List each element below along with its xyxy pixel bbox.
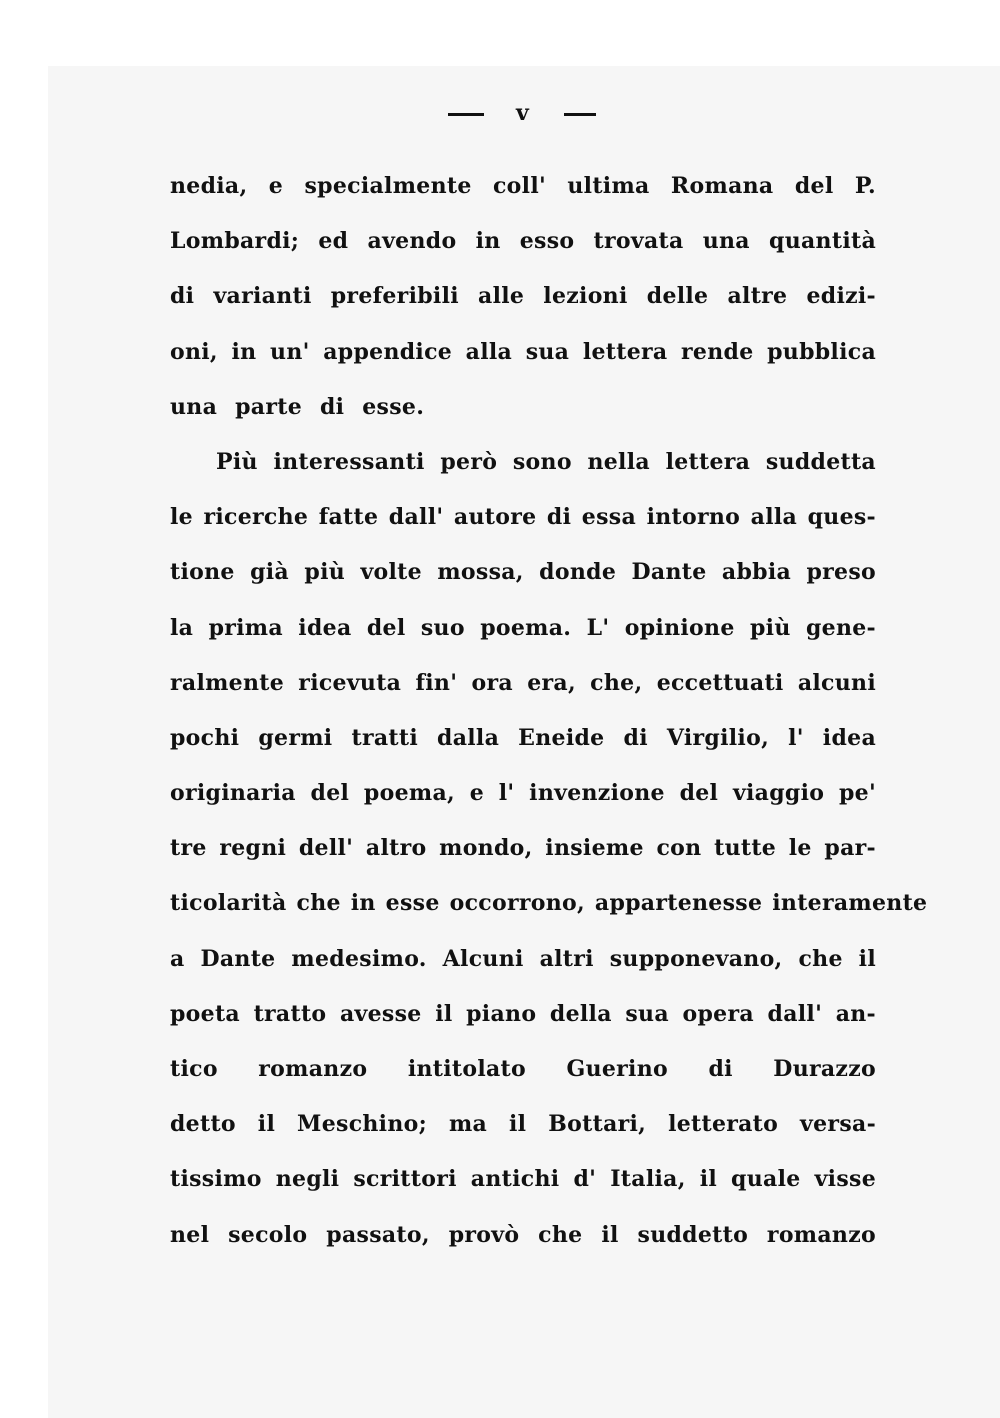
text-line: tissimo negli scrittori antichi d' Italia, il quale visse [170, 1166, 876, 1193]
text-line: pochi germi tratti dalla Eneide di Virgilio, l' idea [170, 724, 876, 751]
page-number: v [516, 100, 529, 126]
text-line: ticolarità che in esse occorrono, appartenesse interamente [170, 890, 928, 917]
text-line: tione già più volte mossa, donde Dante abbia preso [170, 559, 876, 586]
body-text [170, 164, 928, 1268]
text-line: tico romanzo intitolato Guerino di Durazzo [170, 1056, 876, 1082]
text-line: le ricerche fatte dall' autore di essa intorno alla ques- [170, 504, 876, 531]
text-line: ralmente ricevuta fin' ora era, che, eccettuati alcuni [170, 669, 876, 696]
paragraph-first-line: Più interessanti però sono nella lettera suddetta [216, 448, 876, 475]
text-line: poeta tratto avesse il piano della sua opera dall' an- [170, 1000, 876, 1027]
text-line: oni, in un' appendice alla sua lettera rende pubblica [170, 338, 876, 365]
header-dash-left [448, 113, 484, 116]
text-line: originaria del poema, e l' invenzione del viaggio pe' [170, 780, 876, 807]
header-dash-right [564, 113, 596, 116]
text-line: nel secolo passato, provò che il suddetto romanzo [170, 1221, 876, 1248]
text-line: tre regni dell' altro mondo, insieme con tutte le par- [170, 835, 876, 862]
text-line: a Dante medesimo. Alcuni altri supponevano, che il [170, 945, 876, 972]
text-line: nedia, e specialmente coll' ultima Romana del P. [170, 173, 876, 199]
text-line: di varianti preferibili alle lezioni delle altre edizi- [170, 283, 876, 310]
text-line: una parte di esse. [170, 393, 425, 420]
text-line: Lombardi; ed avendo in esso trovata una quantità [170, 228, 876, 255]
text-line: la prima idea del suo poema. L' opinione più gene- [170, 614, 876, 641]
page-header [448, 98, 600, 130]
text-line: detto il Meschino; ma il Bottari, letterato versa- [170, 1111, 876, 1138]
